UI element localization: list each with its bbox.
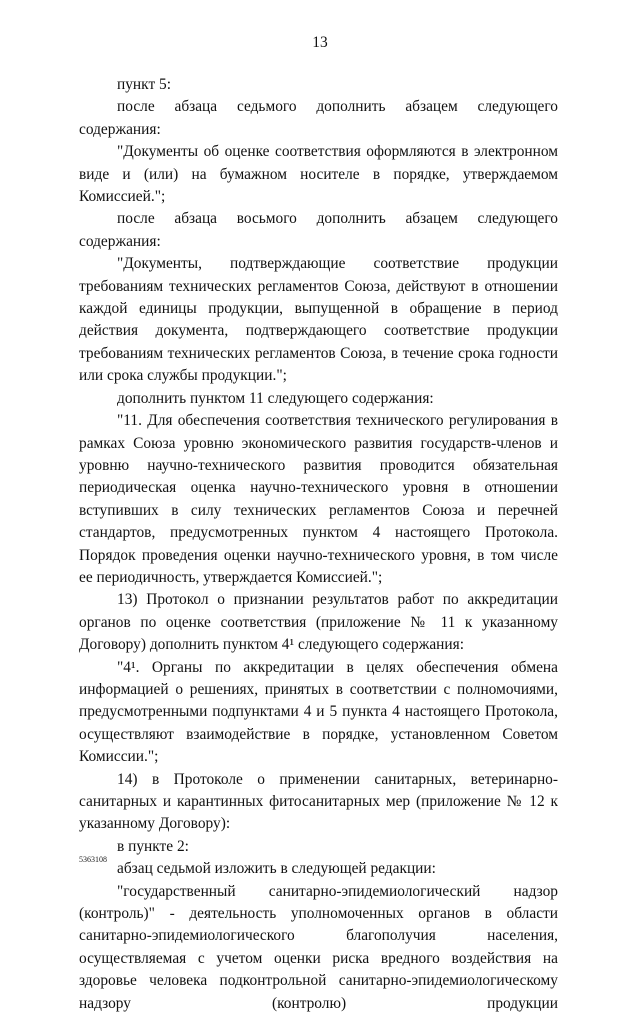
paragraph: 14) в Протоколе о применении санитарных, ветеринарно-санитарных и карантинных фитосанитарных мер (приложение № 12 к указанному Договору): [79,770,558,833]
document-body [79,74,558,1015]
paragraph: "4¹. Органы по аккредитации в целях обеспечения обмена информацией о решениях, принятых в соответствии с полномочиями, предусмотренными подпунктами 4 и 5 пункта 4 настоящего Протокола, осуществляют взаимодействие в порядке, установленном Советом Комиссии."; [79,658,558,766]
paragraph: после абзаца восьмого дополнить абзацем следующего содержания: [79,210,558,250]
paragraph: абзац седьмой изложить в следующей редакции: [117,860,436,878]
paragraph: в пункте 2: [117,837,189,855]
paragraph: дополнить пунктом 11 следующего содержания: [117,389,434,407]
paragraph: пункт 5: [117,76,171,93]
paragraph: "Документы, подтверждающие соответствие продукции требованиям технических регламентов Союза, действуют в отношении каждой единицы продукции, выпущенной в обращение в период действия документа, подтверждающего соответствие продукции требованиям технических регламентов Союза, в течение срока годности или срока службы продукции."; [79,255,558,385]
page-number: 13 [312,34,328,51]
paragraph: "государственный санитарно-эпидемиологический надзор (контроль)" - деятельность уполномоченных органов в области санитарно-эпидемиологического благополучия населения, осуществляемая с учетом оценки риска вредного воздействия на здоровье человека подконтрольной санитарно-эпидемиологическому надзору (контролю) продукции [79,882,558,1012]
paragraph: "11. Для обеспечения соответствия технического регулирования в рамках Союза уровню экономического развития государств-членов и уровню научно-технического развития проводится обязательная периодическая оценка научно-технического уровня в отношении вступивших в силу технических регламентов Союза и перечней стандартов, предусмотренных пунктом 4 настоящего Протокола. Порядок проведения оценки научно-технического уровня, в том числе ее периодичность, утверждается Комиссией."; [79,412,558,586]
paragraph: 13) Протокол о признании результатов работ по аккредитации органов по оценке соответствия (приложение № 11 к указанному Договору) дополнить пунктом 4¹ следующего содержания: [79,591,558,654]
footer-code: 5363108 [79,855,107,864]
paragraph: "Документы об оценке соответствия оформляются в электронном виде и (или) на бумажном носителе в порядке, утверждаемом Комиссией."; [79,143,558,206]
paragraph: после абзаца седьмого дополнить абзацем следующего содержания: [79,98,558,138]
